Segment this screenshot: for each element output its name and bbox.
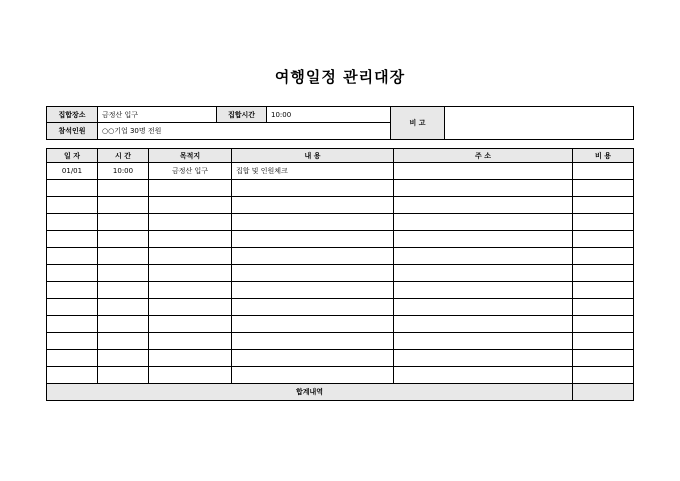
date-cell[interactable] [47,299,98,316]
time-cell[interactable] [98,197,149,214]
date-cell[interactable] [47,333,98,350]
destination-cell[interactable] [149,248,232,265]
address-cell[interactable] [394,333,573,350]
address-cell[interactable] [394,299,573,316]
content-cell[interactable]: 집합 및 인원체크 [232,163,394,180]
destination-cell[interactable]: 금정산 입구 [149,163,232,180]
table-row [47,248,634,265]
address-cell[interactable] [394,265,573,282]
content-cell[interactable] [232,316,394,333]
cost-cell[interactable] [573,350,634,367]
destination-cell[interactable] [149,333,232,350]
time-cell[interactable] [98,265,149,282]
date-cell[interactable] [47,180,98,197]
content-cell[interactable] [232,248,394,265]
total-label: 합계내역 [47,384,573,401]
table-row [47,197,634,214]
table-row [47,163,634,180]
time-cell[interactable] [98,367,149,384]
date-cell[interactable] [47,248,98,265]
schedule-header-row [47,149,634,163]
place-label: 집합장소 [47,107,98,123]
destination-cell[interactable] [149,180,232,197]
content-cell[interactable] [232,231,394,248]
total-row [47,384,634,401]
cost-cell[interactable] [573,248,634,265]
cost-cell[interactable] [573,299,634,316]
time-cell[interactable] [98,214,149,231]
address-cell[interactable] [394,231,573,248]
table-row [47,180,634,197]
table-row [47,350,634,367]
header-cost: 비 용 [573,149,634,163]
destination-cell[interactable] [149,265,232,282]
table-row [47,282,634,299]
date-cell[interactable] [47,316,98,333]
date-cell[interactable] [47,265,98,282]
time-value[interactable]: 10:00 [267,107,391,123]
destination-cell[interactable] [149,231,232,248]
address-cell[interactable] [394,350,573,367]
address-cell[interactable] [394,180,573,197]
time-cell[interactable] [98,316,149,333]
content-cell[interactable] [232,333,394,350]
date-cell[interactable] [47,231,98,248]
header-time: 시 간 [98,149,149,163]
date-cell[interactable]: 01/01 [47,163,98,180]
cost-cell[interactable] [573,282,634,299]
table-row [47,265,634,282]
time-label: 집합시간 [217,107,267,123]
cost-cell[interactable] [573,180,634,197]
header-date: 일 자 [47,149,98,163]
cost-cell[interactable] [573,333,634,350]
attendees-label: 참석인원 [47,123,98,140]
destination-cell[interactable] [149,282,232,299]
page-title: 여행일정 관리대장 [274,68,406,86]
date-cell[interactable] [47,282,98,299]
cost-cell[interactable] [573,316,634,333]
content-cell[interactable] [232,299,394,316]
address-cell[interactable] [394,248,573,265]
date-cell[interactable] [47,367,98,384]
content-cell[interactable] [232,367,394,384]
date-cell[interactable] [47,350,98,367]
address-cell[interactable] [394,367,573,384]
time-cell[interactable] [98,248,149,265]
content-cell[interactable] [232,180,394,197]
address-cell[interactable] [394,316,573,333]
meeting-info-table [46,106,634,140]
time-cell[interactable] [98,350,149,367]
time-cell[interactable] [98,282,149,299]
cost-cell[interactable] [573,265,634,282]
address-cell[interactable] [394,197,573,214]
destination-cell[interactable] [149,197,232,214]
schedule-table [46,148,634,401]
place-value[interactable]: 금정산 입구 [98,107,217,123]
content-cell[interactable] [232,265,394,282]
cost-cell[interactable] [573,214,634,231]
destination-cell[interactable] [149,316,232,333]
time-cell[interactable] [98,231,149,248]
table-row [47,231,634,248]
cost-cell[interactable] [573,367,634,384]
remark-label: 비 고 [391,107,445,140]
content-cell[interactable] [232,214,394,231]
address-cell[interactable] [394,282,573,299]
content-cell[interactable] [232,282,394,299]
destination-cell[interactable] [149,299,232,316]
address-cell[interactable] [394,163,573,180]
destination-cell[interactable] [149,214,232,231]
table-row [47,214,634,231]
date-cell[interactable] [47,197,98,214]
content-cell[interactable] [232,197,394,214]
content-cell[interactable] [232,350,394,367]
table-row [47,299,634,316]
address-cell[interactable] [394,214,573,231]
time-cell[interactable] [98,299,149,316]
destination-cell[interactable] [149,350,232,367]
attendees-value[interactable]: ○○기업 30명 전원 [98,123,391,140]
time-cell[interactable]: 10:00 [98,163,149,180]
time-cell[interactable] [98,180,149,197]
table-row [47,367,634,384]
total-value[interactable] [573,384,634,401]
cost-cell[interactable] [573,231,634,248]
remark-value[interactable] [445,107,634,140]
destination-cell[interactable] [149,367,232,384]
time-cell[interactable] [98,333,149,350]
table-row [47,316,634,333]
table-row [47,333,634,350]
date-cell[interactable] [47,214,98,231]
header-destination: 목적지 [149,149,232,163]
header-content: 내 용 [232,149,394,163]
cost-cell[interactable] [573,197,634,214]
header-address: 주 소 [394,149,573,163]
cost-cell[interactable] [573,163,634,180]
